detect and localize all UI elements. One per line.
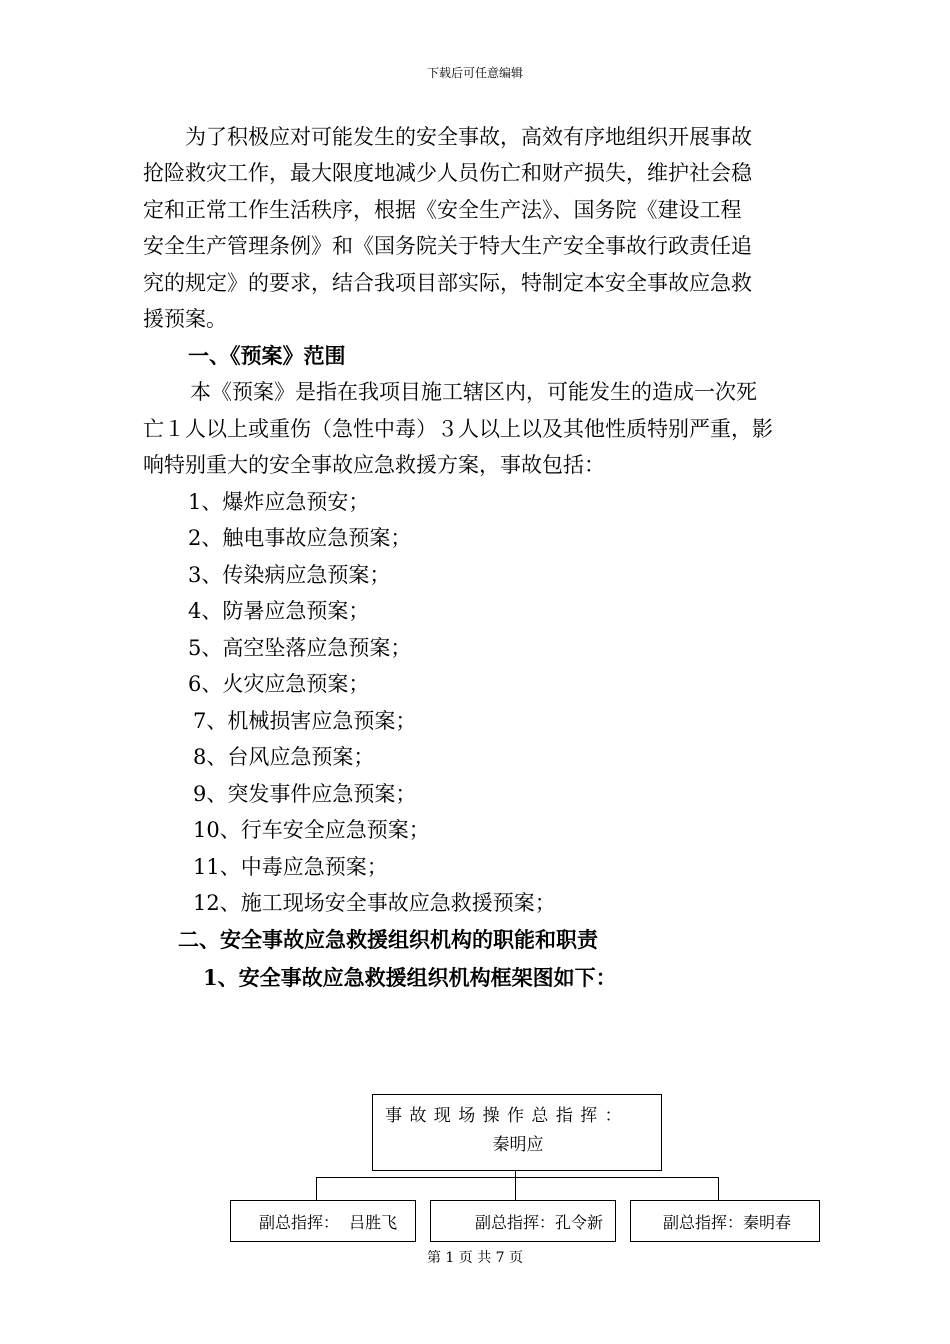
intro-line: 抢险救灾工作，最大限度地减少人员伤亡和财产损失，维护社会稳 xyxy=(143,161,752,185)
org-deputy-box xyxy=(230,1200,416,1242)
intro-line: 安全生产管理条例》和《国务院关于特大生产安全事故行政责任追 xyxy=(143,234,752,258)
intro-line: 援预案。 xyxy=(143,307,227,331)
plan-item: 7、机械损害应急预案； xyxy=(193,709,417,733)
org-top-title: 事 故 现 场 操 作 总 指 挥 ： xyxy=(385,1106,623,1126)
org-connector xyxy=(718,1177,719,1200)
plan-item: 10、行车安全应急预案； xyxy=(193,818,430,842)
plan-item: 3、传染病应急预案； xyxy=(188,563,391,587)
section1-line: 响特别重大的安全事故应急救援方案，事故包括： xyxy=(143,453,605,477)
org-top-box xyxy=(372,1094,662,1171)
intro-line: 究的规定》的要求，结合我项目部实际，特制定本安全事故应急救 xyxy=(143,271,752,295)
section2-subheading: 1、安全事故应急救援组织机构框架图如下： xyxy=(203,965,617,990)
plan-item: 11、中毒应急预案； xyxy=(193,855,388,879)
section1-line: 本《预案》是指在我项目施工辖区内，可能发生的造成一次死 xyxy=(190,380,757,404)
org-top-name: 秦明应 xyxy=(492,1135,544,1155)
section1-line: 亡１人以上或重伤（急性中毒）３人以上以及其他性质特别严重，影 xyxy=(143,417,773,441)
plan-item: 5、高空坠落应急预案； xyxy=(188,636,412,660)
org-connector xyxy=(515,1171,516,1200)
plan-item: 12、施工现场安全事故应急救援预案； xyxy=(193,891,556,915)
plan-item: 6、火灾应急预案； xyxy=(188,672,370,696)
section1-heading: 一、《预案》范围 xyxy=(188,343,346,368)
page-footer: 第 1 页 共 7 页 xyxy=(426,1250,524,1266)
page-header: 下载后可任意编辑 xyxy=(426,66,523,80)
plan-item: 2、触电事故应急预案； xyxy=(188,526,412,550)
org-connector xyxy=(316,1177,317,1200)
org-deputy-label: 副总指挥： 吕胜飞 xyxy=(259,1213,398,1232)
section2-heading: 二、安全事故应急救援组织机构的职能和职责 xyxy=(178,927,598,952)
intro-line: 定和正常工作生活秩序，根据《安全生产法》、国务院《建设工程 xyxy=(143,198,742,222)
plan-item: 4、防暑应急预案； xyxy=(188,599,370,623)
org-deputy-label: 副总指挥：孔令新 xyxy=(475,1213,604,1232)
plan-item: 1、爆炸应急预安； xyxy=(188,490,370,514)
org-deputy-label: 副总指挥：秦明春 xyxy=(663,1213,792,1232)
plan-item: 8、台风应急预案； xyxy=(193,745,375,769)
plan-item: 9、突发事件应急预案； xyxy=(193,782,417,806)
org-deputy-box xyxy=(630,1200,820,1242)
intro-line: 为了积极应对可能发生的安全事故，高效有序地组织开展事故 xyxy=(143,125,752,149)
org-deputy-box xyxy=(430,1200,616,1242)
org-connector xyxy=(316,1177,718,1178)
